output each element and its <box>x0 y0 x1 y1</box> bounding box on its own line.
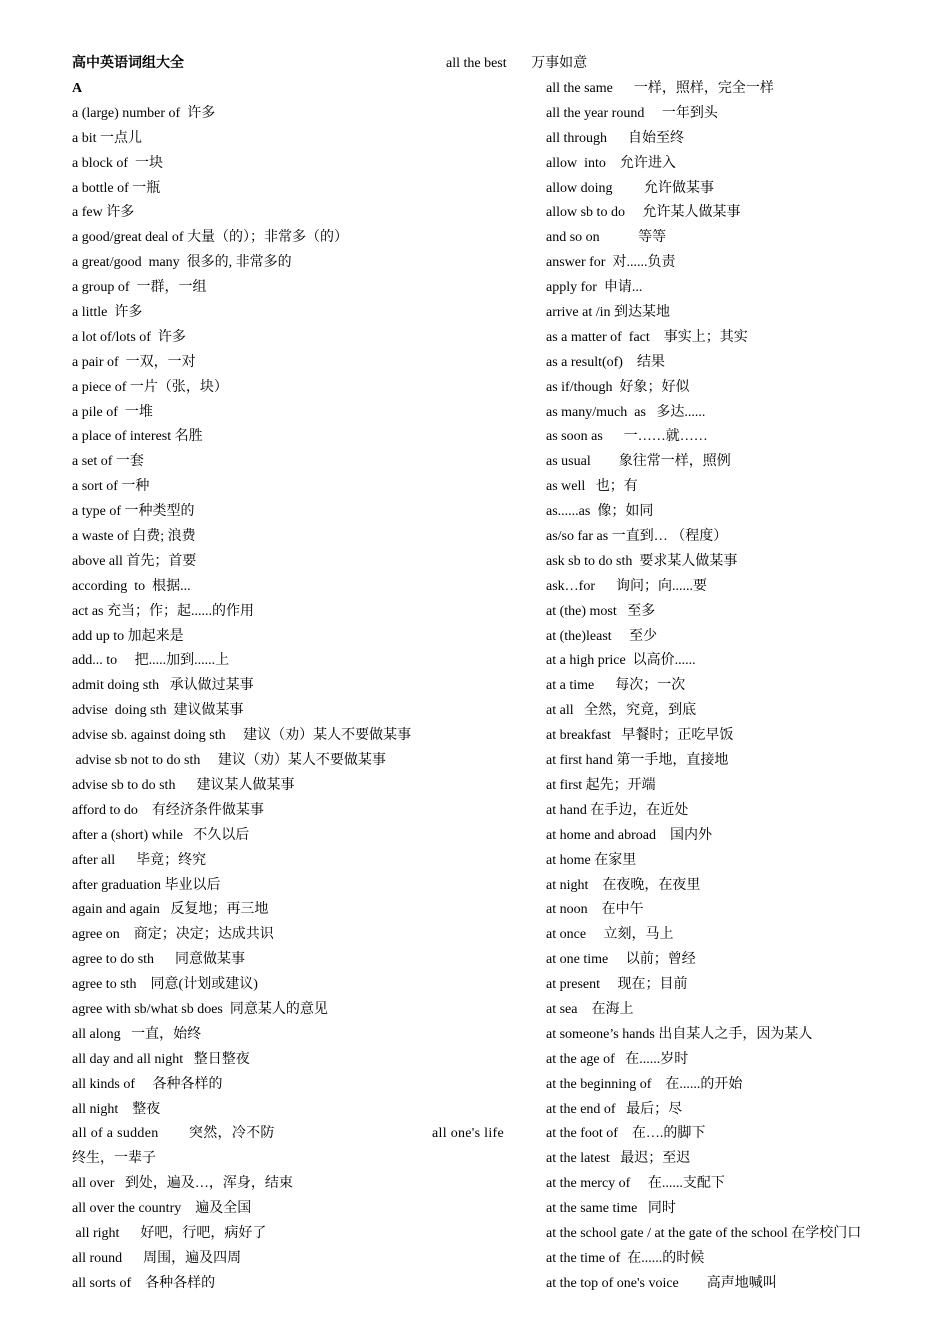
top-right-phrase: all the best <box>446 56 507 71</box>
phrase-entry: at night 在夜晚，在夜里 <box>546 877 701 893</box>
phrase-entry: at the same time 同时 <box>546 1201 676 1217</box>
phrase-entry: all night 整夜 <box>72 1101 161 1117</box>
phrase-entry: a good/great deal of 大量（的）；非常多（的） <box>72 230 349 246</box>
phrase-entry: answer for 对......负责 <box>546 255 676 271</box>
phrase-entry: at the time of 在......的时候 <box>546 1250 705 1266</box>
phrase-entry: apply for 申请... <box>546 280 643 296</box>
phrase-entry: allow sb to do 允许某人做某事 <box>546 205 741 221</box>
phrase-entry: at noon 在中午 <box>546 902 644 918</box>
document-title: 高中英语词组大全 <box>72 56 184 71</box>
phrase-entry: a block of 一块 <box>72 155 163 171</box>
phrase-entry: advise doing sth 建议做某事 <box>72 703 244 719</box>
phrase-entry: as/so far as 一直到… （程度） <box>546 529 728 545</box>
phrase-entry: at the latest 最迟；至迟 <box>546 1151 691 1167</box>
phrase-entry: as if/though 好象；好似 <box>546 379 690 395</box>
phrase-entry: at hand 在手边，在近处 <box>546 802 689 818</box>
phrase-entry: agree on 商定；决定；达成共识 <box>72 927 274 943</box>
phrase-entry: above all 首先；首要 <box>72 553 197 569</box>
top-right-meaning: 万事如意 <box>531 56 588 71</box>
phrase-entry: a group of 一群，一组 <box>72 280 207 296</box>
phrase-entry: advise sb not to do sth 建议（劝）某人不要做某事 <box>72 753 386 769</box>
phrase-entry: a sort of 一种 <box>72 479 150 495</box>
phrase-entry: all round 周围，遍及四周 <box>72 1250 242 1266</box>
phrase-entry: at the foot of 在….的脚下 <box>546 1126 706 1142</box>
phrase-entry: a bottle of 一瓶 <box>72 180 161 196</box>
phrase-entry: agree with sb/what sb does 同意某人的意见 <box>72 1001 328 1017</box>
phrase-entry: afford to do 有经济条件做某事 <box>72 802 264 818</box>
phrase-entry: as soon as 一……就…… <box>546 429 708 445</box>
phrase-entry: at present 现在；目前 <box>546 977 688 993</box>
phrase-entry: all the year round 一年到头 <box>546 105 718 121</box>
phrase-entry: again and again 反复地；再三地 <box>72 902 269 918</box>
phrase-entry: a piece of 一片（张，块） <box>72 379 228 395</box>
phrase-entry: at all 全然，究竟，到底 <box>546 703 697 719</box>
phrase-entry: act as 充当；作；起......的作用 <box>72 603 254 619</box>
phrase-entry: all right 好吧，行吧，病好了 <box>72 1225 267 1241</box>
phrase-entry: as well 也；有 <box>546 479 638 495</box>
phrase-entry: and so on 等等 <box>546 230 667 246</box>
phrase-entry: all the same 一样，照样，完全一样 <box>546 81 774 96</box>
phrase-entry: at breakfast 早餐时；正吃早饭 <box>546 728 734 744</box>
phrase-entry: at the beginning of 在......的开始 <box>546 1076 743 1092</box>
phrase-entry: all kinds of 各种各样的 <box>72 1076 223 1092</box>
phrase-entry: ask…for 询问；向......要 <box>546 578 707 594</box>
section-letter-heading: A <box>72 81 83 96</box>
phrase-entry: at the mercy of 在......支配下 <box>546 1176 725 1192</box>
phrase-entry: at a high price 以高价...... <box>546 653 696 669</box>
phrase-entry: at (the)least 至少 <box>546 628 658 644</box>
phrase-entry: at home 在家里 <box>546 852 637 868</box>
top-right-entry <box>446 52 587 72</box>
phrase-entry: a few 许多 <box>72 205 135 221</box>
phrase-entry: at first 起先；开端 <box>546 777 656 793</box>
phrase-entry: a pair of 一双，一对 <box>72 354 196 370</box>
phrase-entry: at first hand 第一手地，直接地 <box>546 753 729 769</box>
phrase-entry: as a result(of) 结果 <box>546 354 665 370</box>
phrase-continued: all one's life <box>432 1126 505 1142</box>
phrase-entry: agree to sth 同意(计划或建议) <box>72 977 258 993</box>
phrase-entry: a (large) number of 许多 <box>72 105 216 121</box>
phrase-entry: at home and abroad 国内外 <box>546 827 713 843</box>
phrase-entry: allow into 允许进入 <box>546 155 676 171</box>
phrase-entry <box>72 1122 512 1147</box>
phrase-entry: at a time 每次；一次 <box>546 678 686 694</box>
phrase-entry: at someone’s hands 出自某人之手，因为某人 <box>546 1026 813 1042</box>
phrase-entry: advise sb. against doing sth 建议（劝）某人不要做某事 <box>72 728 412 744</box>
phrase-entry: agree to do sth 同意做某事 <box>72 952 246 968</box>
phrase-entry: as......as 像；如同 <box>546 504 654 520</box>
phrase-entry: advise sb to do sth 建议某人做某事 <box>72 777 295 793</box>
phrase-entry: all sorts of 各种各样的 <box>72 1275 216 1291</box>
left-phrase-column <box>72 77 512 1297</box>
phrase-entry: all over the country 遍及全国 <box>72 1201 252 1217</box>
phrase-entry: add... to 把.....加到......上 <box>72 653 230 669</box>
phrase-entry: a type of 一种类型的 <box>72 504 195 520</box>
phrase-entry: all through 自始至终 <box>546 130 685 146</box>
phrase-entry: a little 许多 <box>72 305 143 321</box>
phrase-entry: as many/much as 多达...... <box>546 404 706 420</box>
phrase-entry: all over 到处，遍及…，浑身，结束 <box>72 1176 293 1192</box>
phrase-entry: at the top of one's voice 高声地喊叫 <box>546 1275 777 1291</box>
right-phrase-column <box>546 77 926 1297</box>
phrase-text: all of a sudden 突然，冷不防 <box>72 1126 275 1142</box>
phrase-entry: 终生，一辈子 <box>72 1151 156 1167</box>
phrase-entry: after graduation 毕业以后 <box>72 877 221 893</box>
phrase-entry: after a (short) while 不久以后 <box>72 827 250 843</box>
phrase-entry: at once 立刻，马上 <box>546 927 674 943</box>
phrase-entry: allow doing 允许做某事 <box>546 180 714 196</box>
phrase-entry: at the school gate / at the gate of the school 在学校门口 <box>546 1225 862 1241</box>
phrase-entry: admit doing sth 承认做过某事 <box>72 678 254 694</box>
phrase-entry: add up to 加起来是 <box>72 628 184 644</box>
phrase-entry: as usual 象往常一样，照例 <box>546 454 731 470</box>
phrase-entry: arrive at /in 到达某地 <box>546 305 671 321</box>
phrase-entry: according to 根据... <box>72 578 191 594</box>
phrase-entry: a lot of/lots of 许多 <box>72 329 186 345</box>
phrase-entry: at one time 以前；曾经 <box>546 952 696 968</box>
phrase-entry: a great/good many 很多的, 非常多的 <box>72 255 292 271</box>
phrase-entry: after all 毕竟；终究 <box>72 852 207 868</box>
phrase-entry: a pile of 一堆 <box>72 404 153 420</box>
phrase-entry: a place of interest 名胜 <box>72 429 203 445</box>
phrase-entry: at the age of 在......岁时 <box>546 1051 689 1067</box>
phrase-entry: as a matter of fact 事实上；其实 <box>546 329 748 345</box>
phrase-entry: a waste of 白费; 浪费 <box>72 529 196 545</box>
phrase-entry: ask sb to do sth 要求某人做某事 <box>546 553 738 569</box>
phrase-entry: all along 一直，始终 <box>72 1026 202 1042</box>
phrase-entry: at (the) most 至多 <box>546 603 656 619</box>
phrase-entry: a set of 一套 <box>72 454 144 470</box>
phrase-entry: at the end of 最后；尽 <box>546 1101 683 1117</box>
phrase-entry: at sea 在海上 <box>546 1001 634 1017</box>
phrase-entry: a bit 一点儿 <box>72 130 142 146</box>
phrase-entry: all day and all night 整日整夜 <box>72 1051 250 1067</box>
